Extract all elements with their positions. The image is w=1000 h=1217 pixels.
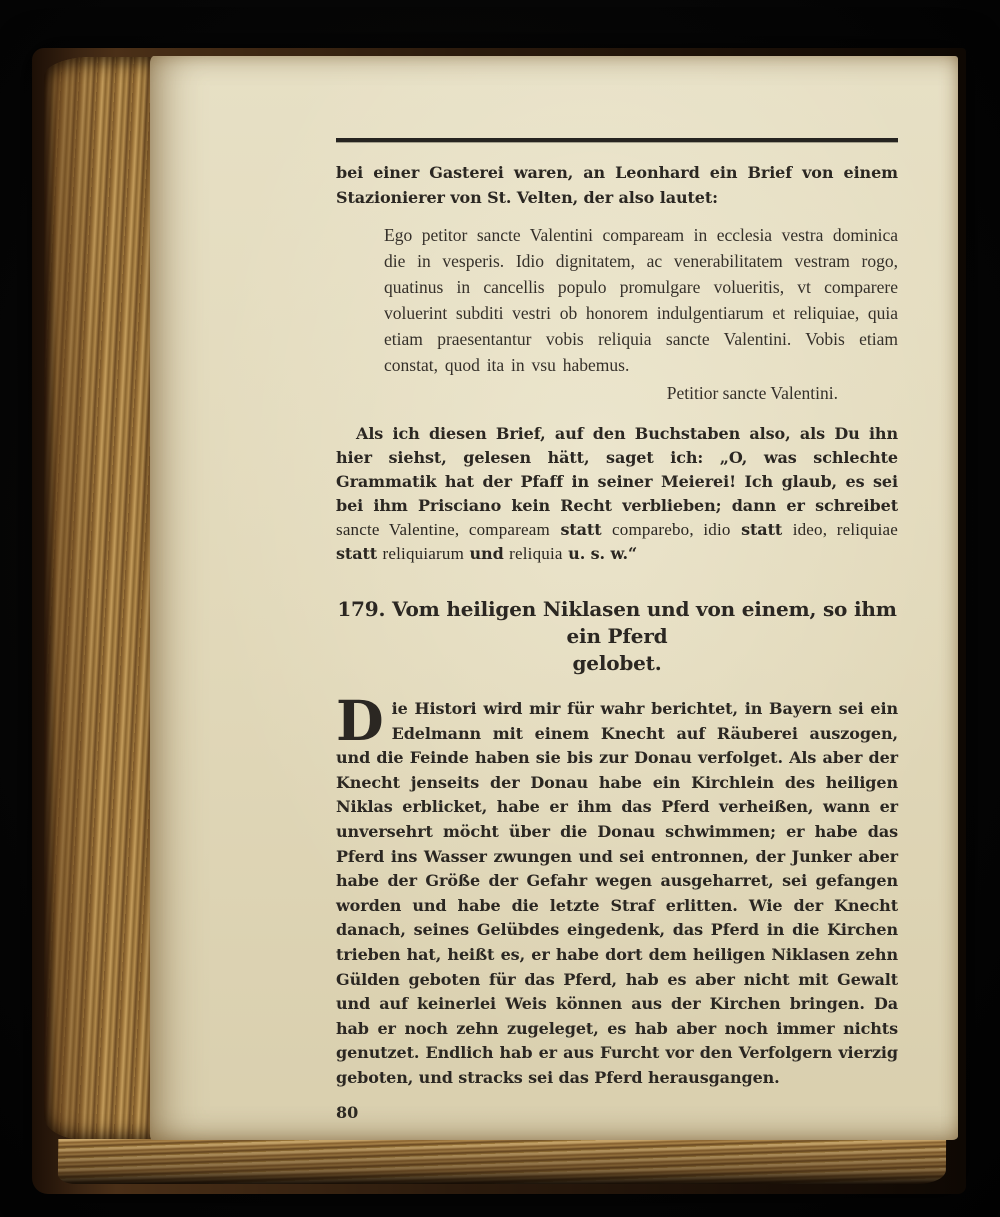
book-page (150, 56, 958, 1140)
chapter-heading-line2: gelobet. (572, 651, 662, 675)
left-page-edges (44, 57, 151, 1140)
story-paragraph (336, 688, 898, 1091)
bottom-page-edges (58, 1139, 946, 1184)
story-text: ie Histori wird mir für wahr berichtet, in Bayern sei ein Edelmann mit einem Knecht auf Räuberei auszogen, und die Feinde haben sie bis zur Donau verfolget. Als aber der Knecht jenseits der Donau habe ein Kirchlein des heiligen Niklas erblicket, habe er ihm das Pferd verheißen, wann er unversehrt möcht über die Donau schwimmen; er habe das Pferd ins Wasser zwungen und sei entronnen, der Junker aber habe der Größe der Gefahr wegen ausgeharret, sei gefangen worden und habe die letzte Straf erlitten. Wie der Knecht danach, seines Gelübdes eingedenk, das Pferd in die Kirchen trieben hat, heißt es, er habe dort dem heiligen Niklasen zehn Gülden geboten für das Pferd, hab es aber nicht mit Gewalt und auf keinerlei Weis können aus der Kirchen bringen. Da hab er noch zehn zugeleget, es hab aber noch immer nichts genutzet. Endlich hab er aus Furcht vor den Verfolgern vierzig geboten, und stracks sei das Pferd herausgangen. (336, 699, 898, 1087)
commentary-segment: sancte Valentine, compaream (336, 520, 550, 539)
commentary-segment: statt (336, 544, 383, 563)
commentary-segment: und (464, 544, 510, 563)
commentary-segment: statt (549, 520, 613, 539)
intro-paragraph: bei einer Gasterei waren, an Leonhard ein Brief von einem Stazionierer von St. Velten, der also lautet: (336, 163, 898, 207)
latin-letter-signature: Petitior sancte Valentini. (666, 383, 838, 403)
commentary-paragraph (336, 422, 898, 566)
commentary-segment: comparebo, idio (612, 520, 731, 539)
commentary-segment: Als ich diesen Brief, auf den Buchstaben also, als Du ihn hier siehst, gelesen hätt, saget ich: „O, was schlechte Grammatik hat der Pfaff in seiner Meierei! Ich glaub, es sei bei ihm Prisciano kein Recht verblieben; dann er schreibet (336, 424, 898, 515)
latin-letter-block (336, 222, 898, 406)
commentary-segment: ideo, reliquiae (792, 520, 898, 539)
commentary-segment: u. s. w.“ (562, 544, 638, 563)
commentary-segment: statt (730, 520, 793, 539)
commentary-segment: reliquia (509, 544, 563, 563)
commentary-segment: reliquiarum (382, 544, 465, 563)
drop-cap: D (336, 688, 384, 753)
chapter-heading (336, 596, 898, 677)
section-divider-rule (336, 138, 898, 142)
chapter-heading-line1: 179. Vom heiligen Niklasen und von einem, so ihm ein Pferd (337, 597, 897, 648)
text-block (336, 56, 898, 1122)
latin-letter-body: Ego petitor sancte Valentini compaream in ecclesia vestra dominica die in vesperis. Idio dignitatem, ac venerabilitatem vestram rogo, quatinus in cancellis populo promulgare volueritis, vt comparere voluerint subditi vestri ob honorem indulgentiarum et reliquiae, quia etiam praesentantur vobis reliquia sancte Valentini. Vobis etiam constat, quod ita in vsu habemus. (384, 225, 898, 375)
page-number: 80 (336, 1102, 359, 1122)
